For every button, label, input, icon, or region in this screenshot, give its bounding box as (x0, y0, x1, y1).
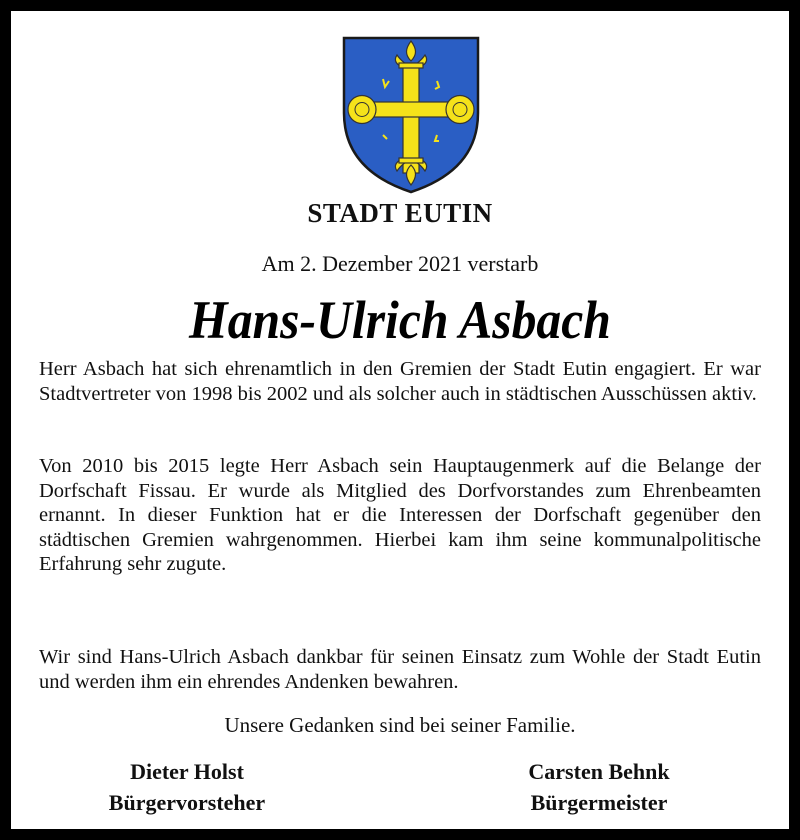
paragraph-3: Wir sind Hans-Ulrich Asbach dankbar für seinen Einsatz zum Wohle der Stadt Eutin und werden ihm ein ehrendes Andenken bewahren. (39, 646, 761, 693)
obituary-notice (11, 11, 789, 829)
city-name: STADT EUTIN (307, 198, 493, 228)
closing-line: Unsere Gedanken sind bei seiner Familie. (224, 713, 576, 737)
paragraph-1: Herr Asbach hat sich ehrenamtlich in den Gremien der Stadt Eutin engagiert. Er war Stadtvertreter von 1998 bis 2002 und als solcher auch in städtischen Ausschüssen aktiv. (39, 358, 761, 405)
death-announcement-line: Am 2. Dezember 2021 verstarb (261, 251, 539, 276)
signatory-left (37, 756, 337, 818)
signatory-name: Carsten Behnk (528, 759, 670, 784)
signatory-right (449, 756, 749, 818)
coat-of-arms-icon (341, 35, 481, 195)
signatory-name: Dieter Holst (130, 759, 244, 784)
deceased-name: Hans-Ulrich Asbach (189, 290, 611, 350)
paragraph-2: Von 2010 bis 2015 legte Herr Asbach sein Hauptaugenmerk auf die Belange der Dorfschaft Fissau. Er wurde als Mitglied des Dorfvorstandes zum Ehrenbeamten ernannt. In dieser Funktion hat er die Interessen der Dorfschaft gegenüber den städtischen Gremien wahrgenommen. Hierbei kam ihm seine kommunalpolitische Erfahrung sehr zugute. (39, 455, 761, 575)
signatory-title: Bürgermeister (530, 790, 668, 815)
signatory-title: Bürgervorsteher (108, 790, 266, 815)
